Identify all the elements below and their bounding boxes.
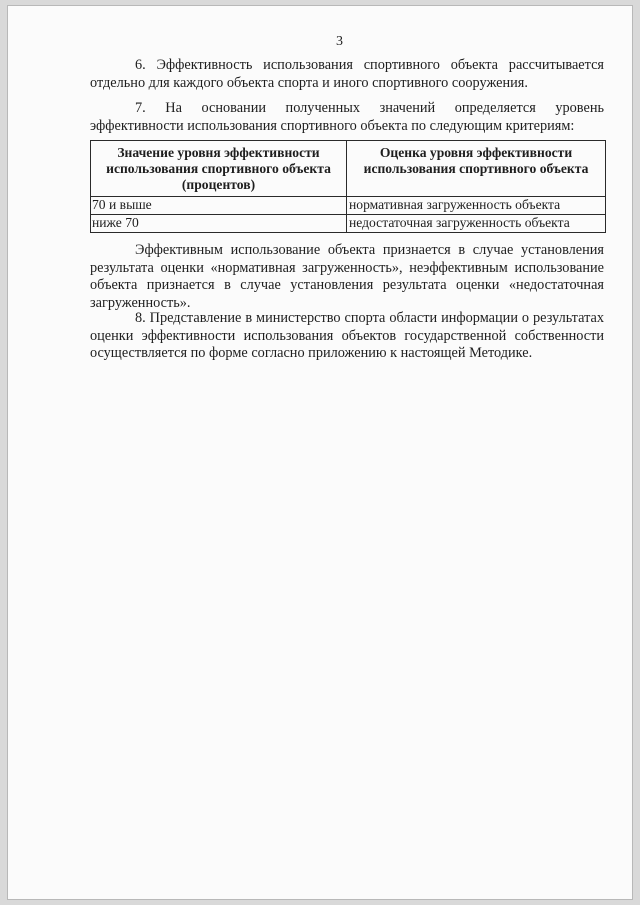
criteria-table	[90, 140, 606, 233]
table-header-efficiency-value: Значение уровня эффективности использования спортивного объекта (процентов)	[91, 141, 347, 197]
page-number: 3	[336, 34, 343, 49]
table-header-efficiency-assessment: Оценка уровня эффективности использования спортивного объекта	[347, 141, 606, 197]
table-cell-assessment: недостаточная загруженность объекта	[347, 215, 606, 233]
paragraph-effective-use: Эффективным использование объекта признается в случае установления результата оценки «нормативная загруженность», неэффективным использование объекта признается в случае установления результата оценки «недостаточная загруженность».	[90, 242, 604, 311]
paragraph-7: 7. На основании полученных значений определяется уровень эффективности использования спортивного объекта по следующим критериям:	[90, 100, 604, 134]
table-cell-value: 70 и выше	[91, 197, 347, 215]
paragraph-6: 6. Эффективность использования спортивного объекта рассчитывается отдельно для каждого объекта спорта и иного спортивного сооружения.	[90, 57, 604, 91]
table-cell-value: ниже 70	[91, 215, 347, 233]
table-row	[91, 215, 606, 233]
table-header-row	[91, 141, 606, 197]
table-cell-assessment: нормативная загруженность объекта	[347, 197, 606, 215]
paragraph-8: 8. Представление в министерство спорта области информации о результатах оценки эффективности использования объектов государственной собственности осуществляется по форме согласно приложению к настоящей Методике.	[90, 310, 604, 362]
document-page	[8, 6, 632, 899]
table-row	[91, 197, 606, 215]
